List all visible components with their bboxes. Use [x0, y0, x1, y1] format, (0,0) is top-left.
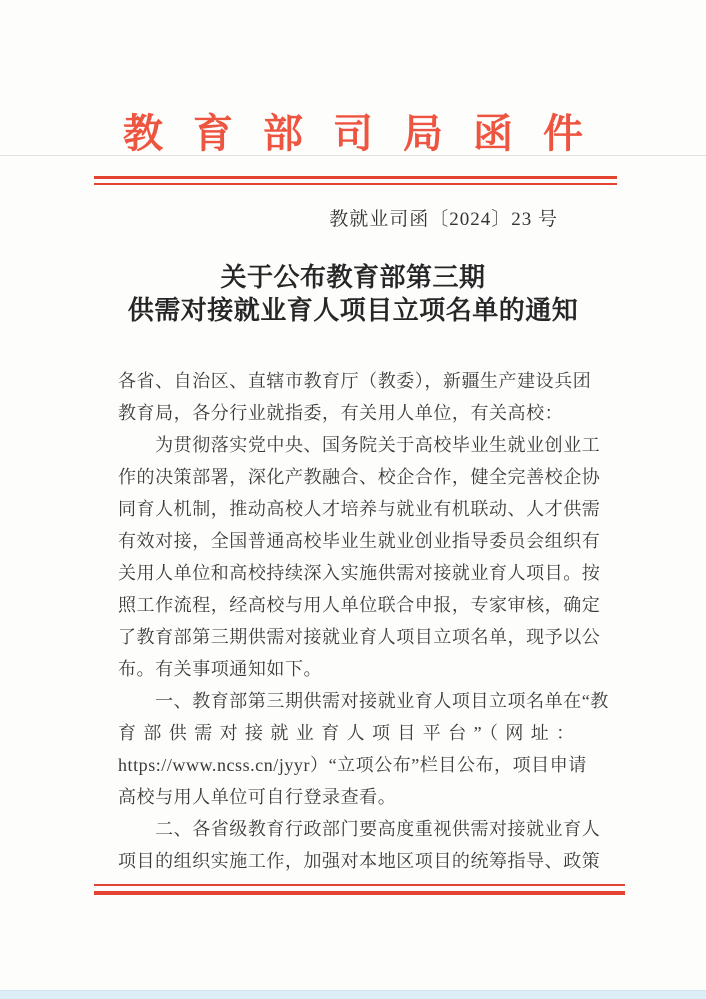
body-line: 照工作流程，经高校与用人单位联合申报，专家审核，确定: [118, 595, 601, 615]
masthead-double-rule: [94, 176, 617, 185]
body-line-url: https://www.ncss.cn/jyyr）“立项公布”栏目公布，项目申请: [118, 755, 587, 775]
body-line: 同育人机制，推动高校人才培养与就业有机联动、人才供需: [118, 499, 601, 519]
notice-title-line2: 供需对接就业育人项目立项名单的通知: [127, 296, 579, 325]
body-line: 作的决策部署，深化产教融合、校企合作，健全完善校企协: [118, 467, 601, 487]
notice-title-line1: 关于公布教育部第三期: [220, 263, 486, 292]
body-line-justified: 育部供需对接就业育人项目平台”（网址：: [118, 723, 582, 743]
body-line: 关用人单位和高校持续深入实施供需对接就业育人项目。按: [118, 563, 601, 583]
body-line: 项目的组织实施工作，加强对本地区项目的统筹指导、政策: [118, 851, 601, 871]
document-number: 教就业司函〔2024〕23 号: [329, 209, 558, 230]
body-line: 有效对接，全国普通高校毕业生就业创业指导委员会组织有: [118, 531, 601, 551]
notice-body: [118, 365, 609, 877]
body-line: 为贯彻落实党中央、国务院关于高校毕业生就业创业工: [118, 435, 601, 455]
body-line: 一、教育部第三期供需对接就业育人项目立项名单在“教: [118, 691, 609, 711]
notice-title: [0, 261, 706, 327]
body-line: 各省、自治区、直辖市教育厅（教委），新疆生产建设兵团: [118, 371, 592, 391]
footer-double-rule: [94, 884, 625, 895]
body-line: 二、各省级教育行政部门要高度重视供需对接就业育人: [118, 819, 601, 839]
body-line: 了教育部第三期供需对接就业育人项目立项名单，现予以公: [118, 627, 601, 647]
masthead-title: 教育部司局函件: [123, 111, 613, 156]
body-line: 教育局，各分行业就指委，有关用人单位，有关高校：: [118, 403, 564, 423]
body-line: 布。有关事项通知如下。: [118, 659, 323, 679]
body-line: 高校与用人单位可自行登录查看。: [118, 787, 397, 807]
scan-edge-strip: [0, 990, 706, 999]
